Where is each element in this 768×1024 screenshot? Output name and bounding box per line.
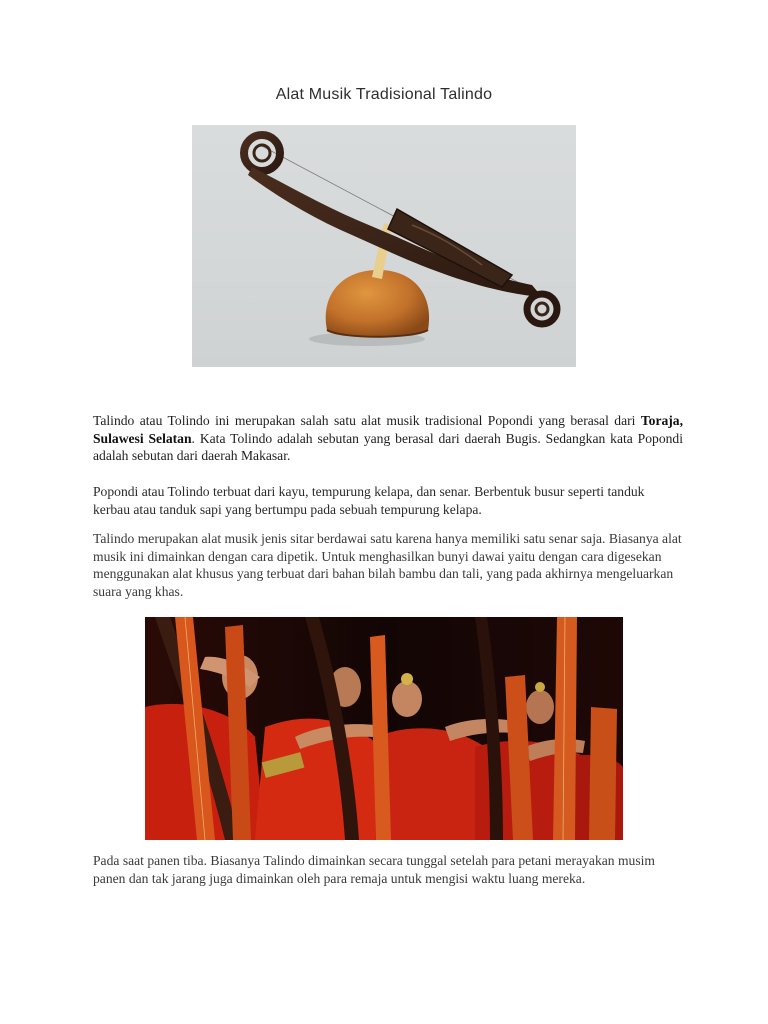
- paragraph-intro: Talindo atau Tolindo ini merupakan salah satu alat musik tradisional Popondi yang berasal dari Toraja, Sulawesi Selatan. Kata Tolindo adalah sebutan yang berasal dari daerah Bugis. Sedangkan kata Popondi adalah sebutan dari daerah Makasar.: [93, 413, 683, 463]
- paragraph-harvest: Pada saat panen tiba. Biasanya Talindo dimainkan secara tunggal setelah para petani merayakan musim panen dan tak jarang juga dimainkan oleh para remaja untuk mengisi waktu luang mereka.: [93, 853, 655, 886]
- paragraph-description: Talindo merupakan alat musik jenis sitar berdawai satu karena hanya memiliki satu senar saja. Biasanya alat musik ini dimainkan dengan cara dipetik. Untuk menghasilkan bunyi dawai yaitu dengan cara digesekan menggunakan alat khusus yang terbuat dari bahan bilah bambu dan tali, yang pada akhirnya mengeluarkan suara yang khas.: [93, 531, 682, 599]
- page-title: Alat Musik Tradisional Talindo: [275, 86, 493, 103]
- talindo-performers-photo: [145, 617, 623, 840]
- origin-region: Toraja, Sulawesi Selatan: [93, 413, 683, 446]
- talindo-instrument-photo: [192, 125, 576, 367]
- paragraph-materials: Popondi atau Tolindo terbuat dari kayu, tempurung kelapa, dan senar. Berbentuk busur seperti tanduk kerbau atau tanduk sapi yang bertumpu pada sebuah tempurung kelapa.: [93, 484, 645, 517]
